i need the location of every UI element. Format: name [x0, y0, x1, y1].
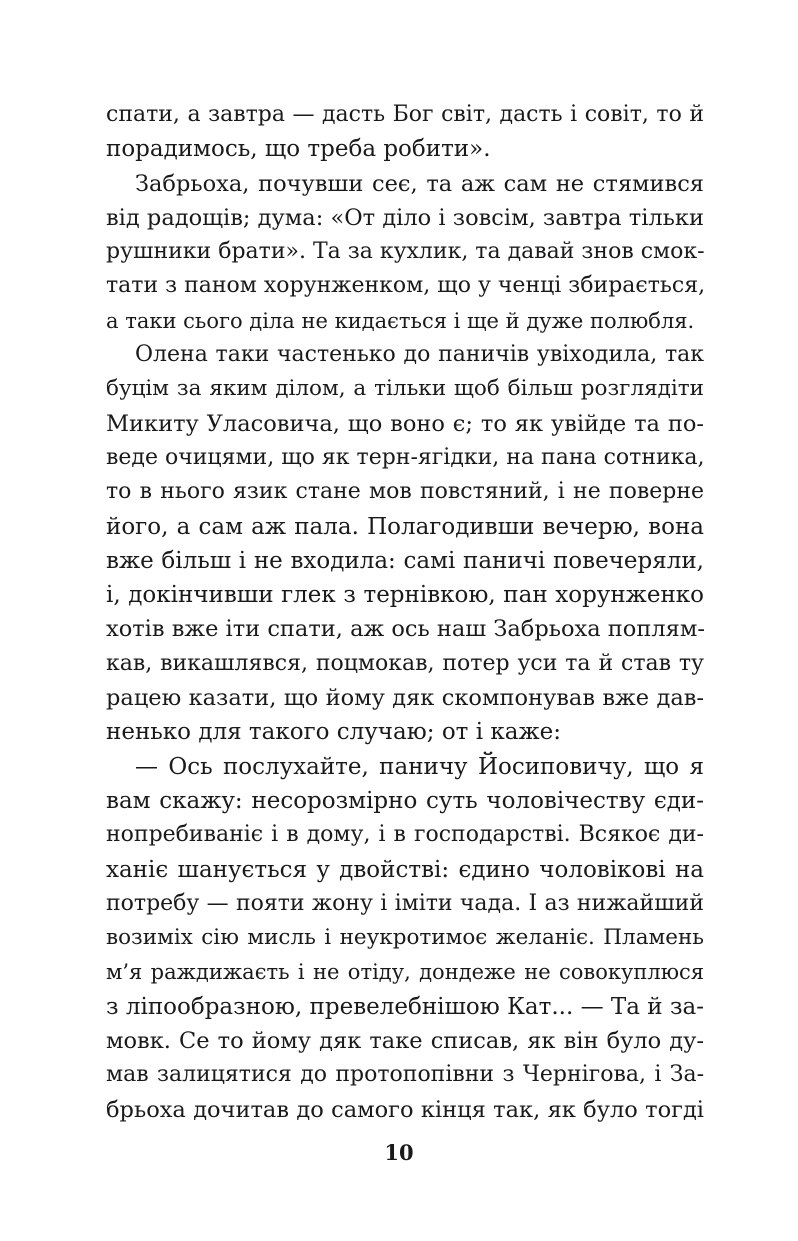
text-line: тати з паном хорунженком, що у ченці збирається, — [106, 273, 706, 299]
text-line: Забрьоха, почувши сеє, та аж сам не стямився — [135, 170, 704, 197]
text-line: то в нього язик стане мов повстяний, і не поверне — [106, 479, 704, 505]
paragraph — [106, 338, 704, 750]
text-line: — Ось послухайте, паничу Йосиповичу, що я — [135, 753, 704, 780]
text-line: спати, а завтра — дасть Бог світ, дасть і совіт, то й — [106, 102, 704, 127]
text-line: ханіє шанується у двойстві: єдино чоловікові на — [106, 856, 704, 883]
text-line: веде очицями, що як терн-ягідки, на пана сотника, — [106, 444, 705, 470]
text-line: м’я раждижаєть і не отіду, дондеже не совокуплюся — [106, 960, 704, 985]
text-line: від радощів; дума: «От діло і зовсім, завтра тільки — [106, 204, 704, 231]
text-body — [106, 98, 704, 1127]
text-line: буцім за яким ділом, а тільки щоб більш розглядіти — [106, 376, 704, 402]
paragraph — [106, 167, 704, 338]
text-line: рушники брати». Та за кухлик, та давай знов смок- — [106, 239, 705, 265]
text-line: потребу — пояти жону і іміти чада. І аз нижайший — [106, 890, 704, 916]
text-line: рацею казати, що йому дяк скомпонував вже дав- — [106, 685, 704, 712]
text-line: і, докінчивши глек з тернівкою, пан хорунженко — [106, 582, 704, 609]
text-line: брьоха дочитав до самого кінця так, як було тогді — [106, 1096, 704, 1123]
text-line: порадимось, що треба робити». — [106, 136, 491, 163]
text-line: вам скажу: несорозмірно суть чоловічеству єди- — [106, 787, 704, 814]
text-line: вже більш і не входила: самі паничі повечеряли, — [106, 547, 704, 574]
text-line: ненько для такого случаю; от і каже: — [106, 719, 561, 746]
text-line: мав залицятися до протопопівни з Чернігова, і За- — [106, 1062, 704, 1088]
text-line: з ліпообразною, превелебнішою Кат... — Та й за- — [106, 993, 704, 1020]
text-line: нопребиваніє і в дому, і в господарстві. Всякоє ди- — [106, 822, 704, 848]
text-line: його, а сам аж пала. Полагодивши вечерю, вона — [106, 513, 704, 540]
page-number: 10 — [384, 1140, 414, 1165]
text-line: мовк. Се то йому дяк таке списав, як він було ду- — [106, 1028, 704, 1055]
text-line: хотів вже іти спати, аж ось наш Забрьоха поплям- — [106, 616, 705, 643]
paragraph — [106, 98, 704, 167]
text-line: кав, викашлявся, поцмокав, потер уси та й став ту — [106, 650, 704, 676]
paragraph — [106, 750, 704, 1127]
text-line: а таки сього діла не кидається і ще й дуже полюбля. — [106, 308, 695, 333]
text-line: Микиту Уласовича, що воно є; то як увійде та по- — [106, 410, 704, 437]
text-line: Олена таки частенько до паничів увіходила, так — [135, 342, 704, 368]
text-line: возиміх сію мисль і неукротимоє желаніє. Пламень — [106, 925, 704, 951]
